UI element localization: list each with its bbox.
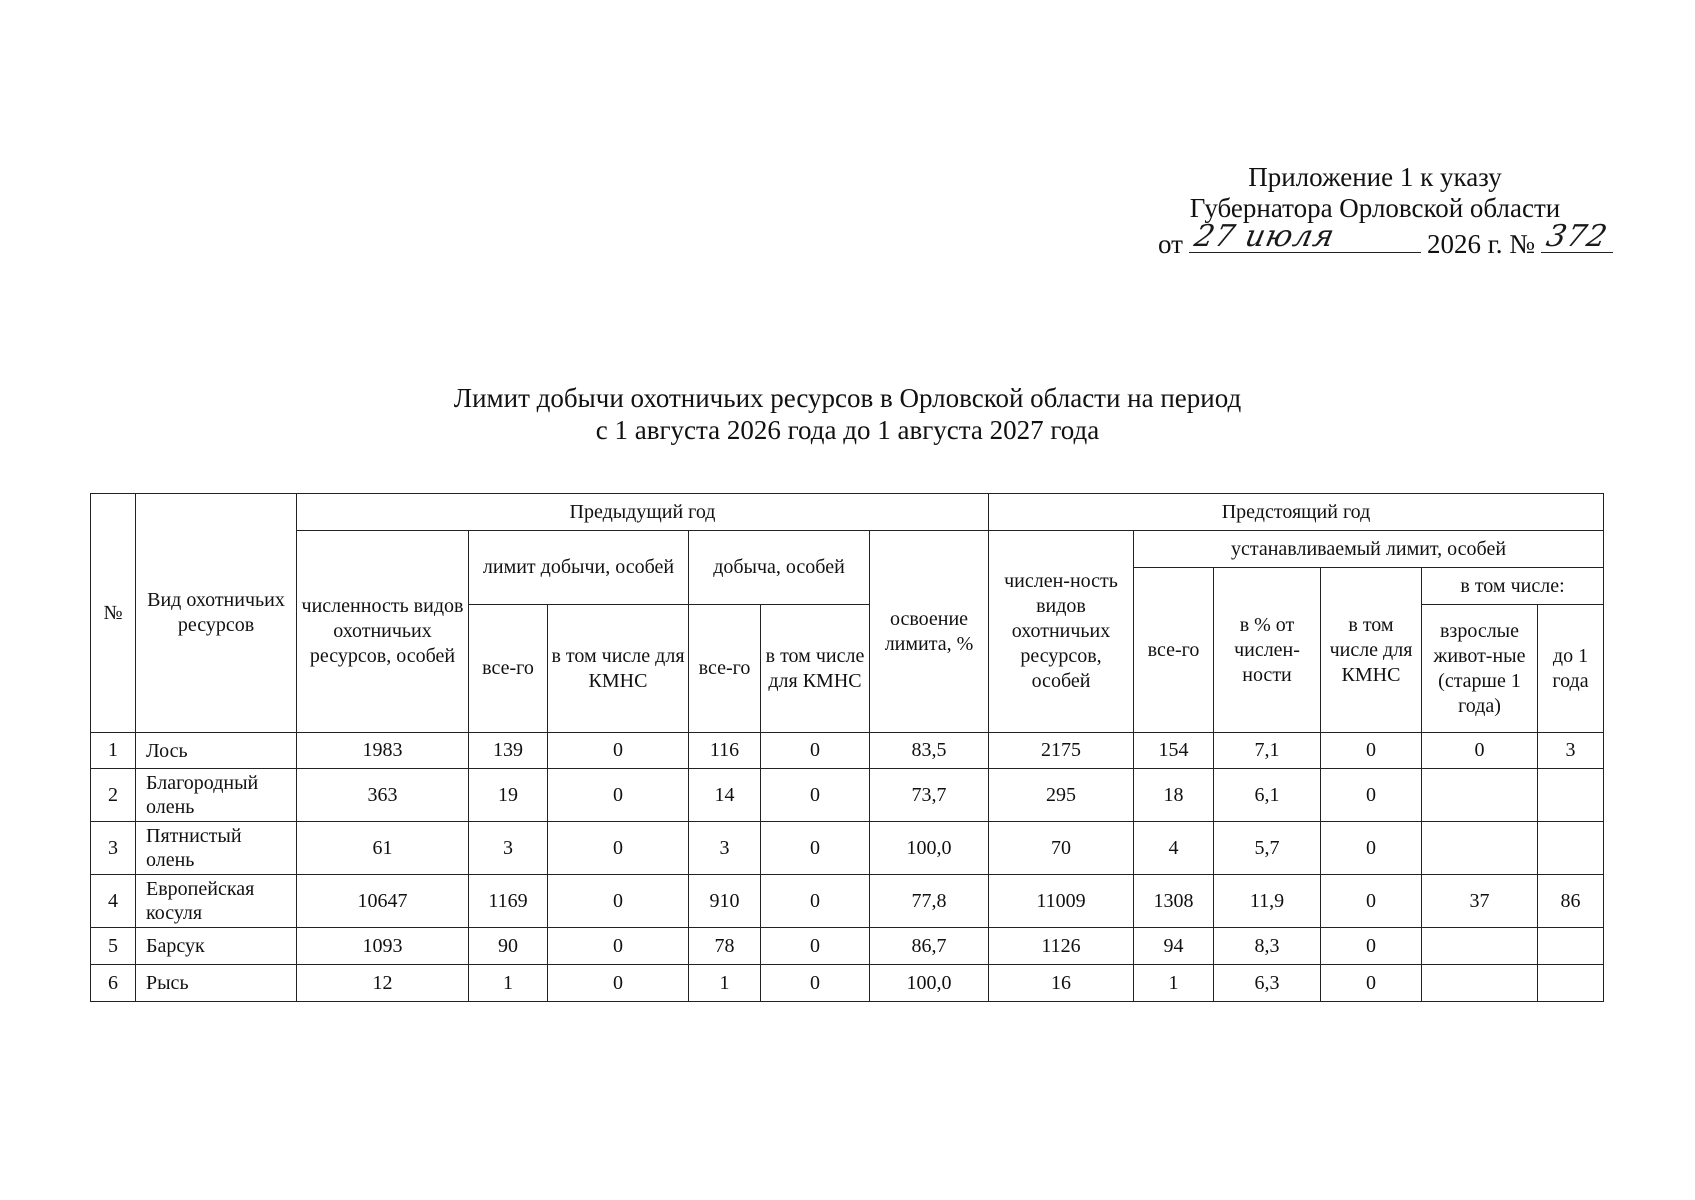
header-under-one-year: до 1 года xyxy=(1538,605,1604,733)
limit-kmns: 0 xyxy=(548,928,689,965)
table-row xyxy=(91,875,1604,928)
header-harvest-kmns: в том числе для КМНС xyxy=(761,605,870,733)
title-line-1: Лимит добычи охотничьих ресурсов в Орловской области на период xyxy=(453,383,1242,413)
harvest-kmns: 0 xyxy=(761,875,870,928)
limit-usage: 100,0 xyxy=(870,965,989,1002)
species-name: Барсук xyxy=(136,928,297,965)
set-kmns: 0 xyxy=(1321,733,1422,769)
under-one-year xyxy=(1538,965,1604,1002)
prev-population: 363 xyxy=(297,769,469,822)
harvest-total: 910 xyxy=(689,875,761,928)
prev-population: 12 xyxy=(297,965,469,1002)
date-blank xyxy=(1189,219,1421,254)
harvest-kmns: 0 xyxy=(761,822,870,875)
header-previous-year: Предыдущий год xyxy=(297,494,989,531)
row-number: 3 xyxy=(91,822,136,875)
limit-total: 3 xyxy=(469,822,548,875)
harvest-kmns: 0 xyxy=(761,769,870,822)
under-one-year xyxy=(1538,822,1604,875)
header-limit-usage: освоение лимита, % xyxy=(870,531,989,733)
adults xyxy=(1422,822,1538,875)
set-total: 1 xyxy=(1134,965,1214,1002)
set-percent: 6,3 xyxy=(1214,965,1321,1002)
set-percent: 7,1 xyxy=(1214,733,1321,769)
species-name: Пятнистый олень xyxy=(136,822,297,875)
header-adults: взрослые живот-ные (старше 1 года) xyxy=(1422,605,1538,733)
table-row xyxy=(91,822,1604,875)
handwritten-date: 27 июля xyxy=(1191,219,1339,254)
species-name: Лось xyxy=(136,733,297,769)
under-one-year: 3 xyxy=(1538,733,1604,769)
limit-usage: 100,0 xyxy=(870,822,989,875)
set-kmns: 0 xyxy=(1321,928,1422,965)
species-name: Рысь xyxy=(136,965,297,1002)
header-limit-kmns: в том числе для КМНС xyxy=(548,605,689,733)
limit-kmns: 0 xyxy=(548,965,689,1002)
next-population: 16 xyxy=(989,965,1134,1002)
adults xyxy=(1422,965,1538,1002)
table-row xyxy=(91,965,1604,1002)
harvest-total: 116 xyxy=(689,733,761,769)
adults xyxy=(1422,769,1538,822)
harvest-total: 78 xyxy=(689,928,761,965)
harvest-kmns: 0 xyxy=(761,928,870,965)
harvest-total: 1 xyxy=(689,965,761,1002)
header-harvest-total: все-го xyxy=(689,605,761,733)
year-label: 2026 г. № xyxy=(1426,229,1535,259)
table-row xyxy=(91,733,1604,769)
header-prev-population: численность видов охотничьих ресурсов, особей xyxy=(297,531,469,733)
prev-population: 1983 xyxy=(297,733,469,769)
document-title xyxy=(0,382,1695,446)
set-total: 154 xyxy=(1134,733,1214,769)
header-upcoming-year: Предстоящий год xyxy=(989,494,1604,531)
limit-usage: 73,7 xyxy=(870,769,989,822)
limit-usage: 86,7 xyxy=(870,928,989,965)
appendix-line-2: Губернатора Орловской области xyxy=(1189,193,1561,223)
row-number: 6 xyxy=(91,965,136,1002)
limit-usage: 77,8 xyxy=(870,875,989,928)
set-kmns: 0 xyxy=(1321,875,1422,928)
appendix-header xyxy=(1140,162,1610,260)
set-percent: 8,3 xyxy=(1214,928,1321,965)
next-population: 295 xyxy=(989,769,1134,822)
limit-kmns: 0 xyxy=(548,875,689,928)
header-set-kmns: в том числе для КМНС xyxy=(1321,568,1422,733)
next-population: 1126 xyxy=(989,928,1134,965)
prev-population: 10647 xyxy=(297,875,469,928)
row-number: 2 xyxy=(91,769,136,822)
header-percent-of-population: в % от числен-ности xyxy=(1214,568,1321,733)
header-species: Вид охотничьих ресурсов xyxy=(136,494,297,733)
header-next-population: числен-ность видов охотничьих ресурсов, особей xyxy=(989,531,1134,733)
limit-total: 90 xyxy=(469,928,548,965)
species-name: Европейская косуля xyxy=(136,875,297,928)
set-kmns: 0 xyxy=(1321,769,1422,822)
row-number: 5 xyxy=(91,928,136,965)
species-name: Благородный олень xyxy=(136,769,297,822)
set-percent: 6,1 xyxy=(1214,769,1321,822)
set-total: 94 xyxy=(1134,928,1214,965)
limit-total: 1169 xyxy=(469,875,548,928)
set-percent: 5,7 xyxy=(1214,822,1321,875)
set-kmns: 0 xyxy=(1321,965,1422,1002)
prev-population: 61 xyxy=(297,822,469,875)
set-total: 4 xyxy=(1134,822,1214,875)
limit-kmns: 0 xyxy=(548,822,689,875)
from-label: от xyxy=(1158,229,1183,259)
harvest-kmns: 0 xyxy=(761,965,870,1002)
header-set-limit: устанавливаемый лимит, особей xyxy=(1134,531,1604,568)
under-one-year xyxy=(1538,928,1604,965)
header-number: № xyxy=(91,494,136,733)
next-population: 2175 xyxy=(989,733,1134,769)
row-number: 1 xyxy=(91,733,136,769)
limit-total: 1 xyxy=(469,965,548,1002)
hunting-limits-table xyxy=(90,493,1604,1002)
header-limit-total: все-го xyxy=(469,605,548,733)
next-population: 11009 xyxy=(989,875,1134,928)
header-including: в том числе: xyxy=(1422,568,1604,605)
number-blank xyxy=(1541,219,1613,254)
limit-usage: 83,5 xyxy=(870,733,989,769)
prev-population: 1093 xyxy=(297,928,469,965)
handwritten-number: 372 xyxy=(1543,219,1611,254)
row-number: 4 xyxy=(91,875,136,928)
title-line-2: с 1 августа 2026 года до 1 августа 2027 года xyxy=(595,415,1100,445)
adults xyxy=(1422,928,1538,965)
decree-date-line xyxy=(1140,219,1611,260)
table-row xyxy=(91,928,1604,965)
adults: 0 xyxy=(1422,733,1538,769)
harvest-total: 3 xyxy=(689,822,761,875)
harvest-total: 14 xyxy=(689,769,761,822)
under-one-year: 86 xyxy=(1538,875,1604,928)
set-total: 1308 xyxy=(1134,875,1214,928)
limit-total: 19 xyxy=(469,769,548,822)
header-prev-harvest: добыча, особей xyxy=(689,531,870,605)
limit-kmns: 0 xyxy=(548,769,689,822)
set-total: 18 xyxy=(1134,769,1214,822)
limit-kmns: 0 xyxy=(548,733,689,769)
table-row xyxy=(91,769,1604,822)
under-one-year xyxy=(1538,769,1604,822)
adults: 37 xyxy=(1422,875,1538,928)
header-prev-limit: лимит добычи, особей xyxy=(469,531,689,605)
harvest-kmns: 0 xyxy=(761,733,870,769)
set-percent: 11,9 xyxy=(1214,875,1321,928)
appendix-line-1: Приложение 1 к указу xyxy=(1248,162,1502,192)
set-kmns: 0 xyxy=(1321,822,1422,875)
next-population: 70 xyxy=(989,822,1134,875)
limit-total: 139 xyxy=(469,733,548,769)
header-set-total: все-го xyxy=(1134,568,1214,733)
